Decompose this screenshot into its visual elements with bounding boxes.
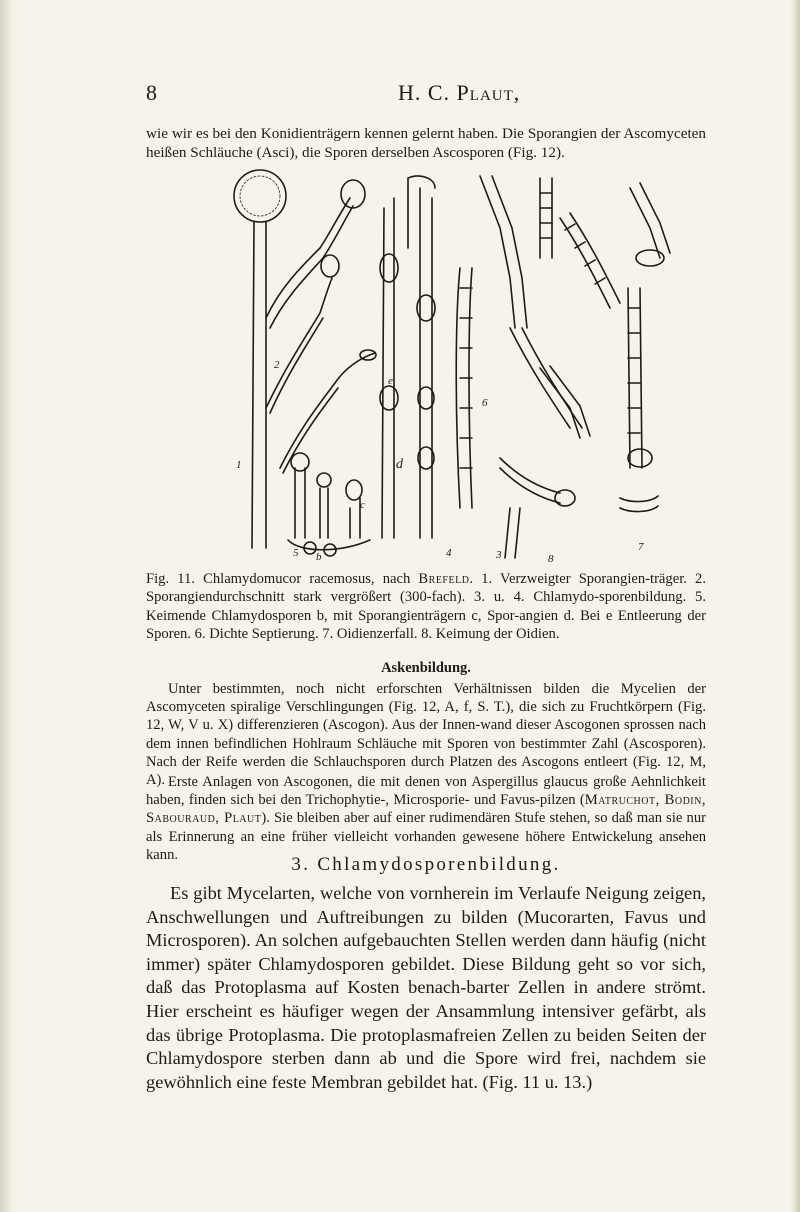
fig-label-6: 6	[482, 397, 488, 409]
germ-spore-3	[346, 480, 362, 500]
section-paragraph-1: Unter bestimmten, noch nicht erforschten Verhältnissen bilden die Mycelien der Ascomyceten spiralige Verschlingungen (Fig. 12, A, f, S. T.), die sich zu Fruchtkörpern (Fig. 12, W, V u. X) differenzieren (Ascogon). Aus der Innen-wand dieser Ascogonen sprossen nach dem innen befindlichen Hohlraum Schläuche mit Sporen von bestimmter Zahl (Ascosporen). Nach der Reife werden die Schlauchsporen durch Platzen des Ascogons entleert (Fig. 12, M, A).	[146, 681, 706, 789]
page-right-edge	[790, 0, 800, 1212]
page-number: 8	[146, 80, 157, 105]
intro-paragraph: wie wir es bei den Konidienträgern kennen gelernt haben. Die Sporangien der Ascomyceten heißen Schläuche (Asci), die Sporen derselben Ascosporen (Fig. 12).	[146, 125, 706, 161]
running-head: H. C. Plaut,	[398, 80, 521, 105]
section-paragraph-2	[146, 773, 706, 864]
hypha-7c	[540, 178, 552, 258]
fig-label-e: e	[388, 375, 393, 387]
hypha-6	[456, 268, 472, 508]
page-left-edge	[0, 0, 14, 1212]
germ-tube-3	[350, 498, 360, 538]
main-stalk	[252, 222, 266, 548]
hypha-4-top	[408, 176, 435, 248]
figure-drawing	[210, 168, 680, 568]
hypha-7e	[630, 183, 670, 258]
fig-label-7: 7	[638, 541, 644, 553]
caption-author: Brefeld	[418, 571, 470, 587]
fig-label-2: 2	[274, 359, 280, 371]
fig-label-3: 3	[496, 549, 502, 561]
branch-a-sporangium	[341, 180, 365, 208]
fig-label-d: d	[396, 457, 403, 472]
germ-tube-2	[320, 488, 328, 538]
fig-label-c: c	[360, 499, 365, 511]
branch-a-inner	[270, 206, 353, 328]
fig-label-b: b	[316, 551, 322, 563]
fig-label-4: 4	[446, 547, 452, 559]
chapter-paragraph: Es gibt Mycelarten, welche von vornherein im Verlaufe Neigung zeigen, Anschwellungen und Auftreibungen zu bilden (Mucorarten, Favus und Microsporen). An solchen aufgebauchten Stellen werden dann häufig (nicht immer) später Chlamydosporen gebildet. Diese Bildung geht so vor sich, daß das Protoplasma auf Kosten benach-barter Zellen in andere strömt. Hier erscheint es häufiger wegen der Ansammlung intensiver gefärbt, als das übrige Protoplasma. Die protoplasmafreien Zellen zu beiden Seiten der Chlamydospore sterben dann ab und die Spore wird frei, nachdem sie gewöhnlich eine feste Membran gebildet hat. (Fig. 11 u. 13.)	[146, 883, 706, 1092]
oidium-germ	[555, 490, 575, 506]
hypha-3	[382, 198, 394, 538]
germ-spore-2	[317, 473, 331, 487]
germ-spore-1	[291, 453, 309, 471]
branch-b	[266, 278, 332, 408]
fig-label-5: 5	[293, 547, 299, 559]
p2-text-b: ). Sie bleiben aber auf einer rudimendären Stufe stehen, so daß man sie nur als Erinnerung an eine früher vielleicht vorhanden gewesene höhere Entwickelung ansehen kann.	[146, 810, 706, 863]
hypha-7a	[480, 176, 527, 328]
hypha-7f	[628, 288, 642, 468]
chapter-title: 3. Chlamydosporenbildung.	[291, 854, 561, 875]
septa-7d	[565, 224, 605, 284]
sporangium-head	[234, 170, 286, 222]
p2-author-names: Matruchot, Bodin, Sabouraud, Plaut	[146, 792, 706, 827]
germ-tube-1	[295, 468, 305, 538]
section-title: Askenbildung.	[381, 660, 471, 676]
caption-prefix: Fig. 11. Chlamydomucor racemosus, nach	[146, 571, 419, 587]
fig-label-1: 1	[236, 459, 242, 471]
septa-7c	[540, 193, 552, 238]
fig-label-8: 8	[548, 553, 554, 565]
page-header	[146, 80, 706, 106]
sporangium-inner	[240, 176, 280, 216]
chlamydo-3a	[380, 254, 398, 282]
caption-text: . 1. Verzweigter Sporangien-träger. 2. Sporangiendurchschnitt stark vergrößert (300-fach). 3. u. 4. Chlamydo-sporenbildung. 5. Keimende Chlamydosporen b, mit Sporangienträgern c, Spor-angien d. Bei e Entleerung der Sporen. 6. Dichte Septierung. 7. Oidienzerfall. 8. Keimung der Oidien.	[146, 571, 706, 643]
oidium-bottom	[628, 449, 652, 467]
branch-b-sporangium	[321, 255, 339, 277]
oidia-chain	[620, 496, 658, 512]
germ-oidia-3	[540, 366, 590, 438]
figure-11-illustration	[210, 168, 680, 568]
branch-a	[266, 198, 350, 318]
hypha-4	[420, 188, 432, 538]
figure-caption	[146, 570, 706, 644]
germ-oidia-1	[500, 458, 560, 503]
p2-text-a: Erste Anlagen von Ascogonen, die mit denen von Aspergillus glaucus große Aehnlichkeit haben, finden sich bei den Trichophytie-, Microsporie- und Favus-pilzen (	[146, 774, 706, 809]
germ-oidia-2	[505, 508, 520, 558]
